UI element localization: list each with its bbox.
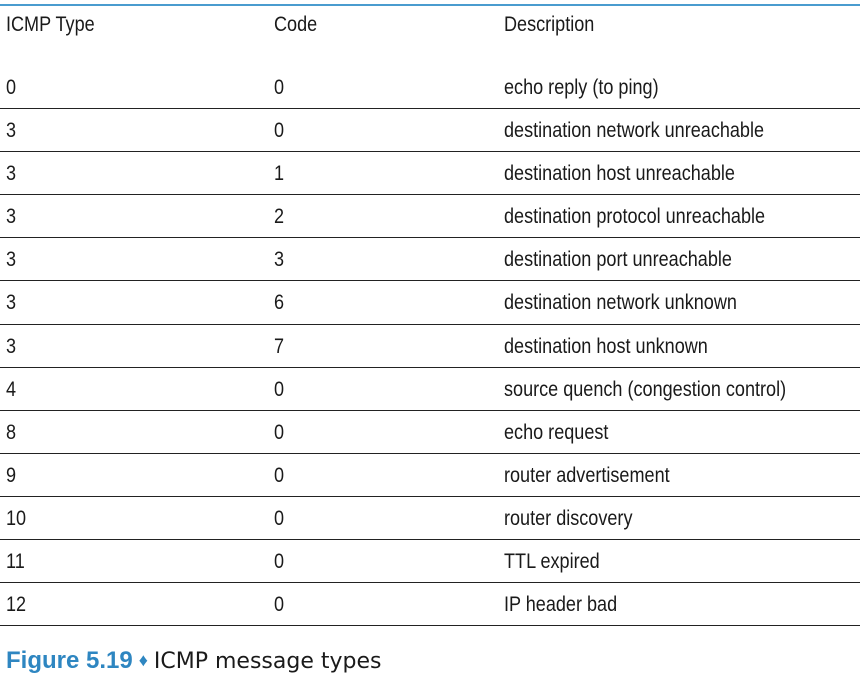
header-description: Description <box>504 13 595 36</box>
table-row <box>0 540 860 583</box>
cell-description: IP header bad <box>504 593 618 617</box>
cell-description: destination port unreachable <box>504 248 732 272</box>
cell-icmp-type: 12 <box>6 593 27 617</box>
table-row <box>0 238 860 281</box>
cell-code: 3 <box>274 248 285 272</box>
cell-icmp-type: 9 <box>6 463 17 487</box>
cell-code: 0 <box>274 550 285 574</box>
cell-description: destination host unreachable <box>504 162 735 186</box>
table-row <box>0 281 860 324</box>
diamond-bullet-icon: ♦ <box>138 650 148 670</box>
cell-icmp-type: 3 <box>6 248 17 272</box>
cell-description: router advertisement <box>504 463 670 487</box>
table-row <box>0 66 860 109</box>
cell-icmp-type: 11 <box>6 550 25 574</box>
figure-title: ICMP message types <box>153 649 382 674</box>
cell-icmp-type: 4 <box>6 377 17 401</box>
header-code: Code <box>274 13 318 36</box>
cell-icmp-type: 3 <box>6 334 17 358</box>
table-row <box>0 497 860 540</box>
table-row <box>0 368 860 411</box>
cell-icmp-type: 8 <box>6 420 17 444</box>
table-row <box>0 411 860 454</box>
table-row <box>0 454 860 497</box>
cell-code: 0 <box>274 463 285 487</box>
cell-icmp-type: 3 <box>6 162 17 186</box>
cell-code: 7 <box>274 334 285 358</box>
cell-description: destination network unknown <box>504 291 737 315</box>
table-row <box>0 325 860 368</box>
cell-icmp-type: 10 <box>6 506 27 530</box>
cell-description: router discovery <box>504 506 633 530</box>
cell-code: 6 <box>274 291 285 315</box>
table-header-row <box>0 12 860 42</box>
cell-code: 0 <box>274 593 285 617</box>
cell-code: 0 <box>274 377 285 401</box>
cell-code: 0 <box>274 506 285 530</box>
cell-icmp-type: 3 <box>6 119 17 143</box>
cell-description: destination protocol unreachable <box>504 205 766 229</box>
figure-label: Figure 5.19 <box>6 647 133 674</box>
figure-caption <box>6 646 381 677</box>
cell-code: 2 <box>274 205 285 229</box>
cell-icmp-type: 3 <box>6 291 17 315</box>
table-row <box>0 152 860 195</box>
cell-description: destination host unknown <box>504 334 708 358</box>
cell-icmp-type: 0 <box>6 76 17 99</box>
cell-description: source quench (congestion control) <box>504 377 787 401</box>
cell-code: 0 <box>274 420 285 444</box>
cell-description: destination network unreachable <box>504 119 765 143</box>
table-row <box>0 109 860 152</box>
table-row <box>0 195 860 238</box>
cell-code: 1 <box>274 162 285 186</box>
cell-description: echo reply (to ping) <box>504 76 659 99</box>
table-row <box>0 583 860 626</box>
cell-description: TTL expired <box>504 550 600 574</box>
cell-code: 0 <box>274 76 285 99</box>
table-top-rule <box>0 4 860 6</box>
table-body <box>0 66 860 626</box>
cell-description: echo request <box>504 420 609 444</box>
header-icmp-type: ICMP Type <box>6 13 95 36</box>
cell-icmp-type: 3 <box>6 205 17 229</box>
cell-code: 0 <box>274 119 285 143</box>
